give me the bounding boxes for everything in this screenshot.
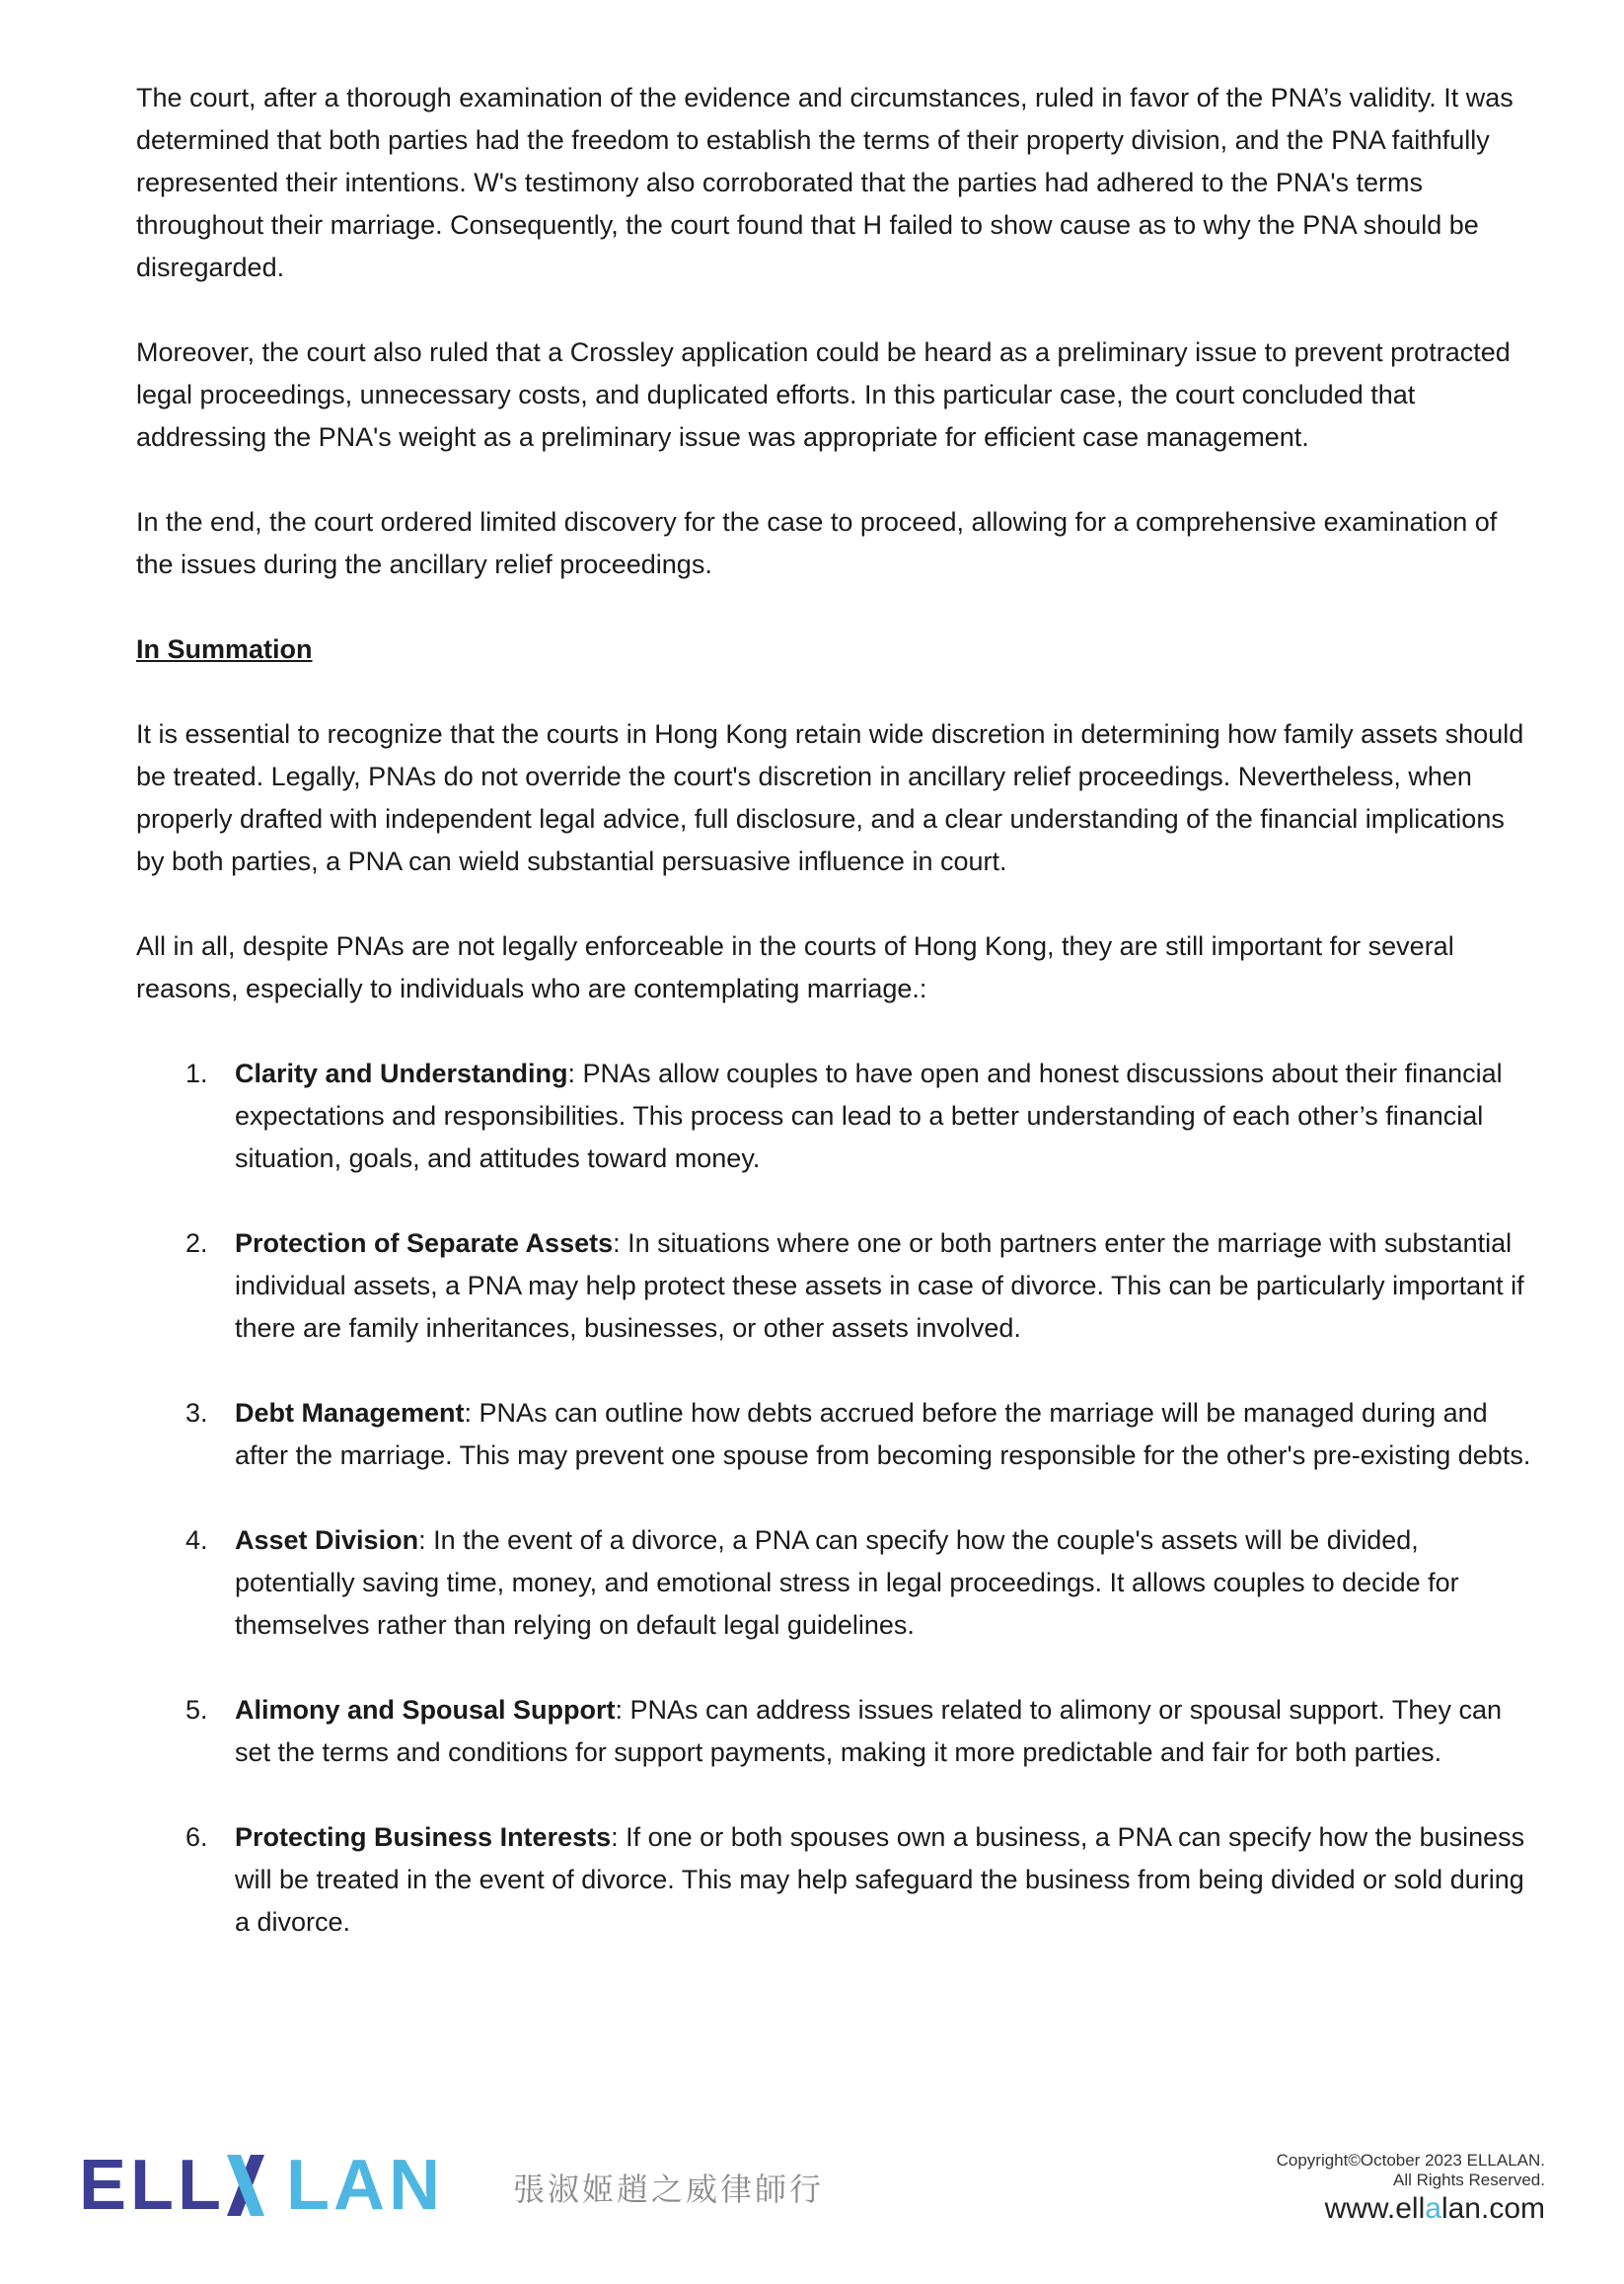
paragraph-court-discretion: It is essential to recognize that the courts in Hong Kong retain wide discretion in determining how family assets should be treated. Legally, PNAs do not override the court's discretion in ancillary relief proceedings. Nevertheless, when properly drafted with independent legal advice, full disclosure, and a clear understanding of the financial implications by both parties, a PNA can wield substantial persuasive influence in court. [136,719,1524,876]
page-footer [0,2131,1624,2240]
website-text-accent: a [1425,2192,1441,2225]
list-item-text: : PNAs can address issues related to alimony or spousal support. They can set the terms and conditions for support payments, making it more predictable and fair for both parties. [235,1695,1502,1767]
list-item-text: : In situations where one or both partners enter the marriage with substantial individual assets, a PNA may help protect these assets in case of divorce. This can be particularly important if there are family inheritances, businesses, or other assets involved. [235,1228,1524,1343]
website-text-start: www.ell [1324,2192,1426,2225]
document-body [136,77,1537,1986]
list-item-text: : If one or both spouses own a business, a PNA can specify how the business will be treated in the event of divorce. This may help safeguard the business from being divided or sold during a divorce. [235,1822,1525,1937]
list-item [136,1689,1537,1774]
logo-text-lan: LAN [285,2146,444,2225]
list-item-term: Protecting Business Interests [235,1822,612,1852]
website-link[interactable] [1325,2192,1545,2226]
paragraph-limited-discovery: In the end, the court ordered limited discovery for the case to proceed, allowing for a comprehensive examination of the issues during the ancillary relief proceedings. [136,507,1498,579]
list-item-text: : PNAs can outline how debts accrued before the marriage will be managed during and after the marriage. This may prevent one spouse from becoming responsible for the other's pre-existing debts. [235,1398,1531,1470]
list-item-number: 4. [185,1525,208,1555]
list-item-number: 5. [185,1695,208,1725]
list-item-number: 6. [185,1822,208,1852]
website-text-end: lan.com [1440,2192,1545,2225]
list-item-term: Protection of Separate Assets [235,1228,614,1258]
section-heading: In Summation [136,634,313,664]
list-item-term: Alimony and Spousal Support [235,1695,616,1725]
paragraph-crossley-application: Moreover, the court also ruled that a Crossley application could be heard as a preliminary issue to prevent protracted legal proceedings, unnecessary costs, and duplicated efforts. In this particular case, the court concluded that addressing the PNA's weight as a preliminary issue was appropriate for efficient case management. [136,337,1511,452]
copyright-line: Copyright©October 2023 ELLALAN. [1276,2151,1545,2170]
list-item [136,1053,1537,1180]
list-item-text: : PNAs allow couples to have open and honest discussions about their financial expectations and responsibilities. This process can lead to a better understanding of each other’s financial situation, goals, and attitudes toward money. [235,1059,1503,1173]
list-item-term: Debt Management [235,1398,465,1428]
list-item-number: 1. [185,1059,208,1088]
list-item-term: Clarity and Understanding [235,1059,568,1088]
copyright-notice [1277,2151,1545,2190]
logo-text-ell: ELL [79,2146,225,2225]
list-item-number: 2. [185,1228,208,1258]
list-item-number: 3. [185,1398,208,1428]
list-item [136,1816,1537,1944]
rights-line: All Rights Reserved. [1392,2171,1545,2189]
logo-a-mark-icon [227,2155,284,2216]
list-item-text: : In the event of a divorce, a PNA can specify how the couple's assets will be divided, potentially saving time, money, and emotional stress in legal proceedings. It allows couples to decide for themselves rather than relying on default legal guidelines. [235,1525,1459,1640]
list-item [136,1222,1537,1350]
reasons-list [136,1053,1537,1944]
list-item [136,1392,1537,1477]
paragraph-pna-importance: All in all, despite PNAs are not legally enforceable in the courts of Hong Kong, they are still important for several reasons, especially to individuals who are contemplating marriage.: [136,931,1454,1003]
firm-chinese-name: 張淑姬趙之威律師行 [513,2171,825,2208]
paragraph-court-ruling: The court, after a thorough examination of the evidence and circumstances, ruled in favor of the PNA’s validity. It was determined that both parties had the freedom to establish the terms of their property division, and the PNA faithfully represented their intentions. W's testimony also corroborated that the parties had adhered to the PNA's terms throughout their marriage. Consequently, the court found that H failed to show cause as to why the PNA should be disregarded. [136,83,1513,282]
list-item [136,1519,1537,1647]
ellalan-logo [79,2146,444,2225]
list-item-term: Asset Division [235,1525,419,1555]
